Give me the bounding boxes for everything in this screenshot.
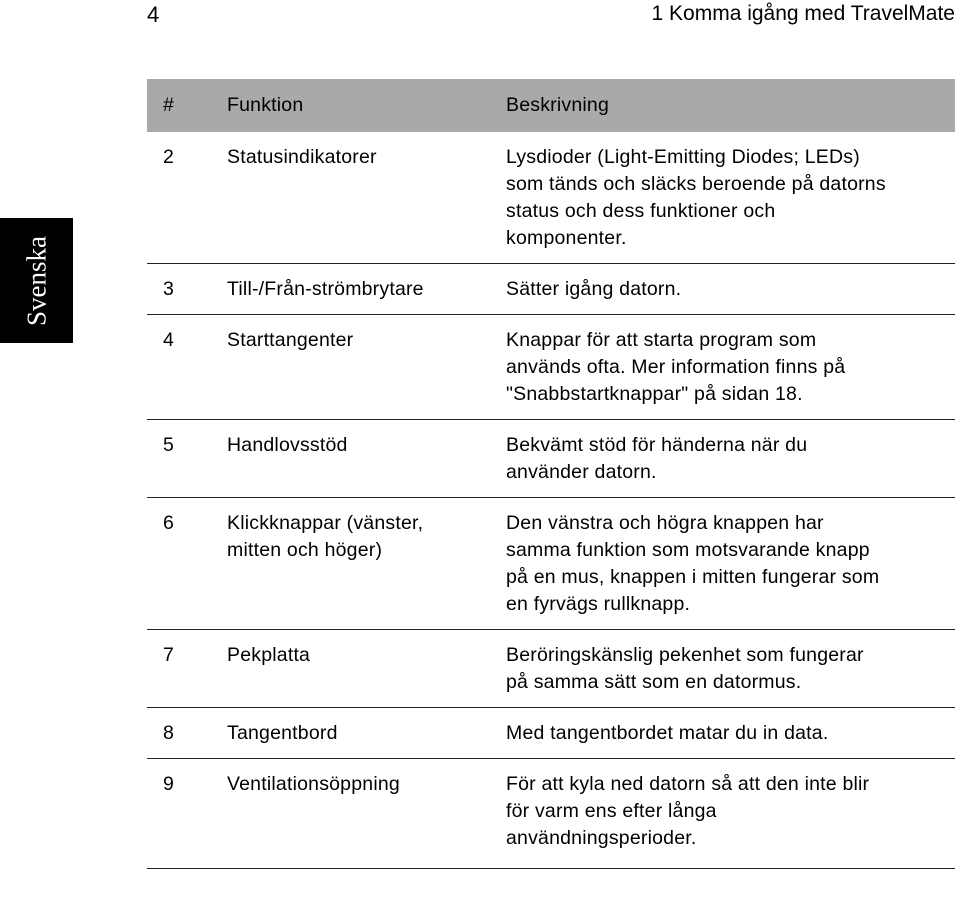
row-description: Bekvämt stöd för händerna när du använder datorn.	[506, 434, 808, 483]
row-function: Statusindikatorer	[227, 146, 377, 168]
row-number: 4	[163, 329, 175, 351]
table-row	[147, 630, 955, 708]
row-function: Starttangenter	[227, 329, 354, 351]
page-number: 4	[147, 2, 160, 27]
row-function: Ventilationsöppning	[227, 773, 400, 795]
row-description: Med tangentbordet matar du in data.	[506, 722, 829, 744]
row-number: 2	[163, 146, 175, 168]
row-number: 5	[163, 434, 175, 456]
row-number: 7	[163, 644, 175, 666]
table-row	[147, 498, 955, 630]
table-row	[147, 315, 955, 420]
table-row	[147, 759, 955, 869]
table-row	[147, 420, 955, 498]
row-function: Till-/Från-strömbrytare	[227, 278, 424, 300]
row-number: 9	[163, 773, 175, 795]
row-number: 6	[163, 512, 175, 534]
row-function: Pekplatta	[227, 644, 311, 666]
row-description: Knappar för att starta program som används ofta. Mer information finns på "Snabbstartknappar" på sidan 18.	[506, 329, 846, 405]
row-description: Lysdioder (Light-Emitting Diodes; LEDs) som tänds och släcks beroende på datorns status och dess funktioner och komponenter.	[506, 146, 886, 249]
side-tab-label: Svenska	[21, 235, 51, 326]
row-function: Tangentbord	[227, 722, 338, 744]
running-head: 1 Komma igång med TravelMate	[651, 2, 955, 25]
row-description: Sätter igång datorn.	[506, 278, 682, 300]
row-description: Beröringskänslig pekenhet som fungerar på samma sätt som en datormus.	[506, 644, 864, 693]
row-description: För att kyla ned datorn så att den inte blir för varm ens efter långa användningsperioder.	[506, 773, 870, 849]
table-row	[147, 708, 955, 759]
table-row	[147, 132, 955, 264]
column-header-description: Beskrivning	[506, 94, 609, 116]
row-number: 8	[163, 722, 175, 744]
row-function: Klickknappar (vänster, mitten och höger)	[227, 512, 424, 561]
row-number: 3	[163, 278, 175, 300]
row-description: Den vänstra och högra knappen har samma funktion som motsvarande knapp på en mus, knappen i mitten fungerar som en fyrvägs rullknapp.	[506, 512, 880, 615]
row-function: Handlovsstöd	[227, 434, 348, 456]
column-header-function: Funktion	[227, 94, 304, 116]
table-header-row	[147, 79, 955, 132]
feature-table	[147, 79, 955, 869]
column-header-number: #	[163, 94, 175, 116]
language-side-tab	[0, 218, 73, 343]
table-row	[147, 264, 955, 315]
